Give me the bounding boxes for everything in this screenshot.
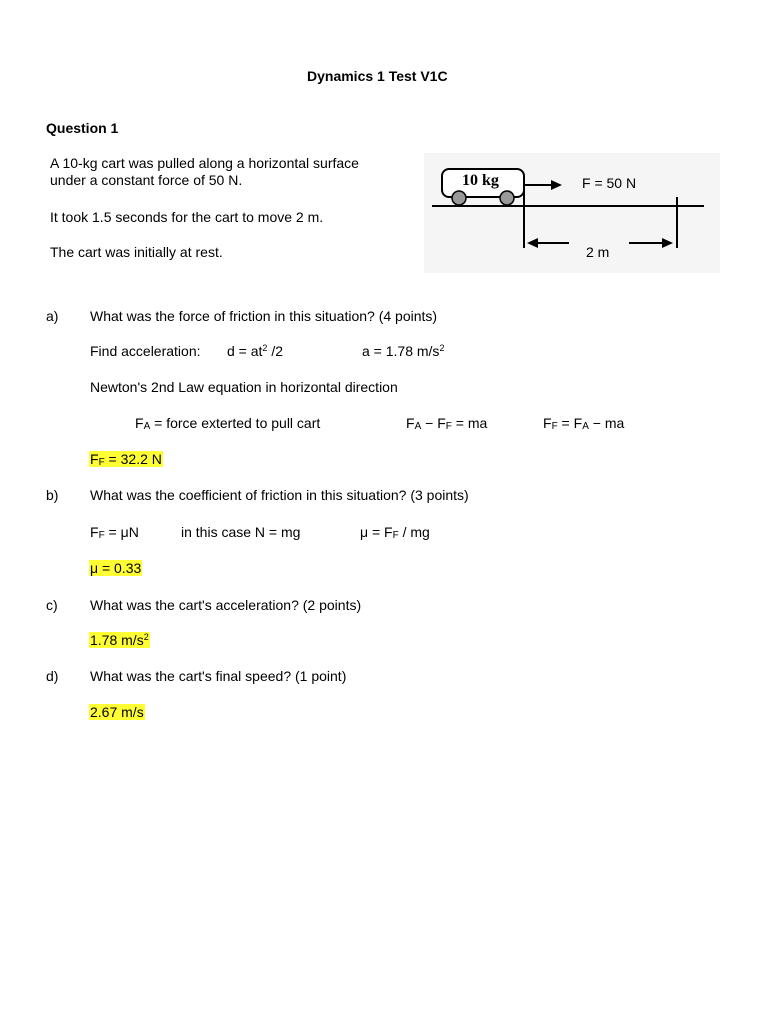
part-d-letter: d) <box>46 668 59 684</box>
distance-label: 2 m <box>586 244 610 260</box>
part-a-letter: a) <box>46 308 59 324</box>
find-acceleration-label: Find acceleration: <box>90 343 201 359</box>
intro-line-4: The cart was initially at rest. <box>50 244 223 260</box>
part-a-answer: $F_F = 32.2$ N <box>90 451 162 468</box>
force-arrow-head <box>551 180 562 190</box>
intro-line-2: under a constant force of 50 N. <box>50 172 243 188</box>
intro-line-1: A 10-kg cart was pulled along a horizontal surface <box>50 155 359 171</box>
page-title: Dynamics 1 Test V1C <box>307 68 448 84</box>
question-heading: Question 1 <box>46 120 119 136</box>
net-force-equation: $F_A - F_F$ = ma <box>406 415 488 432</box>
cart-wheel-right <box>500 191 514 205</box>
cart-diagram-drawing <box>424 153 720 273</box>
part-c-answer: 1.78 $m/s^2$ <box>90 632 149 648</box>
applied-force-definition: $F_A$ = force exterted to pull cart <box>135 415 321 432</box>
friction-normal-equation: $F_F = \mu N$ <box>90 524 139 541</box>
normal-force-note: in this case N = mg <box>181 524 301 540</box>
part-b-answer: μ = 0.33 <box>90 560 142 576</box>
part-c-question: What was the cart's acceleration? (2 points) <box>90 597 362 613</box>
part-a-question: What was the force of friction in this situation? (4 points) <box>90 308 438 324</box>
distance-equation: $d = at^2$ /2 <box>227 343 284 359</box>
cart-diagram <box>424 153 720 273</box>
newton-law-heading: Newton's 2nd Law equation in horizontal direction <box>90 379 398 395</box>
mass-label: 10 kg <box>462 172 499 189</box>
intro-line-3: It took 1.5 seconds for the cart to move 2 m. <box>50 209 324 225</box>
acceleration-equation: a = 1.78 $m/s^2$ <box>362 343 445 359</box>
part-b-letter: b) <box>46 487 59 503</box>
distance-arrow-left-head <box>527 238 538 248</box>
cart-wheel-left <box>452 191 466 205</box>
force-label: F = 50 N <box>582 175 637 191</box>
part-d-question: What was the cart's final speed? (1 point) <box>90 668 347 684</box>
part-c-letter: c) <box>46 597 58 613</box>
distance-arrow-right-head <box>662 238 673 248</box>
coefficient-equation: $\mu = F_F$ / mg <box>360 524 430 541</box>
friction-equation: $F_F = F_A$ − ma <box>543 415 625 432</box>
part-b-question: What was the coefficient of friction in this situation? (3 points) <box>90 487 469 503</box>
part-d-answer: 2.67 m/s <box>90 704 144 720</box>
